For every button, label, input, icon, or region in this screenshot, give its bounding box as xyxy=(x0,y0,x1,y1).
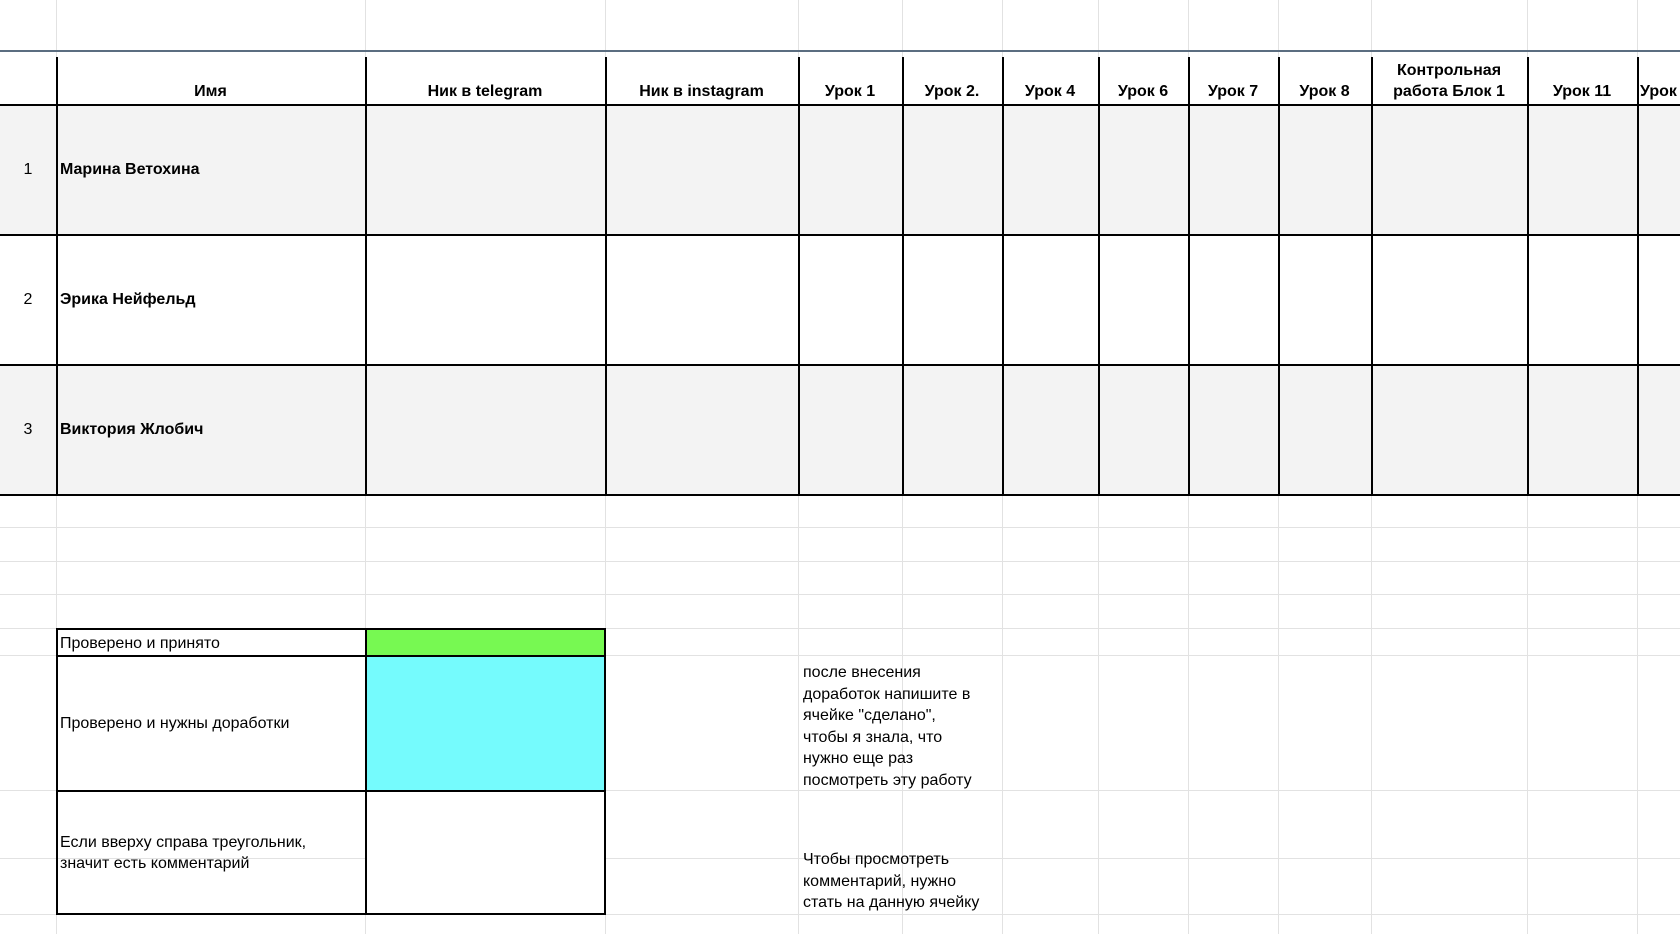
header-lesson-6[interactable]: Урок 6 xyxy=(1117,83,1169,100)
legend-accepted-label[interactable]: Проверено и принято xyxy=(60,635,220,652)
header-control-block-1[interactable]: Контрольная работа Блок 1 xyxy=(1393,62,1505,100)
row-number[interactable]: 3 xyxy=(23,421,33,438)
legend-needs-work-label[interactable]: Проверено и нужны доработки xyxy=(60,715,290,732)
header-telegram[interactable]: Ник в telegram xyxy=(427,83,543,100)
header-lesson-partial[interactable]: Урок xyxy=(1640,83,1677,100)
student-name[interactable]: Виктория Жлобич xyxy=(60,421,204,438)
row-number[interactable]: 2 xyxy=(23,291,33,308)
header-lesson-2[interactable]: Урок 2. xyxy=(924,83,980,100)
header-lesson-4[interactable]: Урок 4 xyxy=(1024,83,1076,100)
legend-comment-swatch[interactable] xyxy=(365,791,605,914)
student-name[interactable]: Марина Ветохина xyxy=(60,161,200,178)
header-lesson-7[interactable]: Урок 7 xyxy=(1207,83,1259,100)
frozen-pane-divider[interactable] xyxy=(0,50,1680,52)
header-lesson-8[interactable]: Урок 8 xyxy=(1299,83,1350,100)
legend-accepted-swatch[interactable] xyxy=(365,628,605,656)
header-lesson-11[interactable]: Урок 11 xyxy=(1552,83,1612,100)
student-name[interactable]: Эрика Нейфельд xyxy=(60,291,196,308)
grade-cell[interactable] xyxy=(365,105,1680,495)
header-name[interactable]: Имя xyxy=(194,83,227,100)
note-after-fix[interactable]: после внесения доработок напишите в ячейке "сделано", чтобы я знала, что нужно еще раз посмотреть эту работу xyxy=(803,664,972,789)
legend-comment-label[interactable]: Если вверху справа треугольник, значит есть комментарий xyxy=(60,833,307,872)
header-lesson-1[interactable]: Урок 1 xyxy=(824,83,876,100)
note-view-comment[interactable]: Чтобы просмотреть комментарий, нужно стать на данную ячейку xyxy=(803,851,980,911)
header-instagram[interactable]: Ник в instagram xyxy=(639,83,764,100)
legend-needs-work-swatch[interactable] xyxy=(365,656,605,791)
row-number[interactable]: 1 xyxy=(23,161,33,178)
header-row-number[interactable] xyxy=(0,57,56,105)
